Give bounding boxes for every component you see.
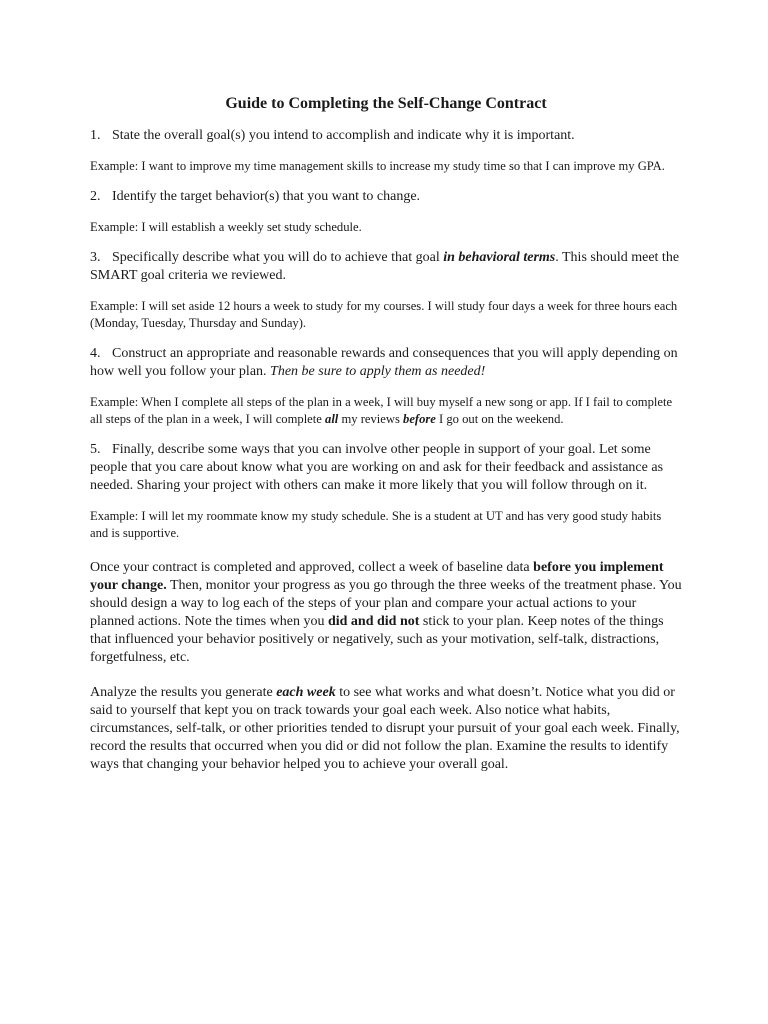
para-text-cont: Then, monitor your progress as you go through the three weeks of the treatment phase. You should design a way to log each of the steps of your plan and compare your actual actions to your planned actions. Note the times when you xyxy=(90,578,682,629)
step-number: 3. xyxy=(90,250,101,265)
step-4-example xyxy=(90,394,682,428)
example-text: Example: When I complete all steps of the plan in a week, I will buy myself a new song or app. If I fail to complete all steps of the plan in a week, I will complete xyxy=(90,395,673,426)
step-number: 2. xyxy=(90,189,101,204)
para-text: Analyze the results you generate xyxy=(90,685,277,700)
para-text: Once your contract is completed and approved, collect a week of baseline data xyxy=(90,560,534,575)
document-page xyxy=(90,94,682,791)
para-text-end: stick to your plan. Keep notes of the things that influenced your behavior positively or negatively, such as your motivation, self-talk, distractions, forgetfulness, etc. xyxy=(90,614,664,665)
step-3-example: Example: I will set aside 12 hours a week to study for my courses. I will study four days a week for three hours each (Monday, Tuesday, Thursday and Sunday). xyxy=(90,299,678,330)
analyze-paragraph xyxy=(90,684,682,774)
example-emphasis-before: before xyxy=(403,412,436,426)
step-italic-note: Then be sure to apply them as needed! xyxy=(270,364,486,379)
step-text: State the overall goal(s) you intend to accomplish and indicate why it is important. xyxy=(112,128,575,143)
step-text: Construct an appropriate and reasonable rewards and consequences that you will apply depending on how well you follow your plan. xyxy=(90,346,678,379)
example-emphasis-all: all xyxy=(325,412,339,426)
step-2-example: Example: I will establish a weekly set study schedule. xyxy=(90,220,362,234)
para-bold-before-you: before you implement your change. xyxy=(90,560,664,593)
step-number: 4. xyxy=(90,346,101,361)
step-5 xyxy=(90,441,682,495)
step-1 xyxy=(90,127,682,145)
baseline-paragraph xyxy=(90,559,682,667)
step-3 xyxy=(90,249,682,285)
step-number: 5. xyxy=(90,442,101,457)
step-emphasis: in behavioral terms xyxy=(443,250,556,265)
step-1-example: Example: I want to improve my time management skills to increase my study time so that I can improve my GPA. xyxy=(90,159,665,173)
step-5-example: Example: I will let my roommate know my study schedule. She is a student at UT and has very good study habits and is supportive. xyxy=(90,509,662,540)
para-emphasis-each-week: each week xyxy=(276,685,336,700)
para-bold-did-and-did-not: did and did not xyxy=(327,614,420,629)
document-title: Guide to Completing the Self-Change Contract xyxy=(225,95,547,112)
example-text-cont: my reviews xyxy=(338,412,404,426)
para-text-cont: to see what works and what doesn’t. Notice what you did or said to yourself that kept you on track towards your goal each week. Also notice what habits, circumstances, self-talk, or other priorities tended to disrupt your pursuit of your goal each week. Finally, record the results that occurred when you did or did not follow the plan. Examine the results to identify ways that changing your behavior helped you to achieve your overall goal. xyxy=(90,685,680,772)
step-text: Specifically describe what you will do to achieve that goal xyxy=(112,250,444,265)
example-text-end: I go out on the weekend. xyxy=(435,412,564,426)
step-text: Finally, describe some ways that you can involve other people in support of your goal. Let some people that you care about know what you are working on and ask for their feedback and assistance as needed. Sharing your project with others can make it more likely that you will follow through on it. xyxy=(90,442,664,493)
step-text: Identify the target behavior(s) that you want to change. xyxy=(112,189,421,204)
step-4 xyxy=(90,345,682,381)
step-number: 1. xyxy=(90,128,101,143)
step-text-cont: . This should meet the SMART goal criteria we reviewed. xyxy=(90,250,680,283)
step-2 xyxy=(90,188,682,206)
